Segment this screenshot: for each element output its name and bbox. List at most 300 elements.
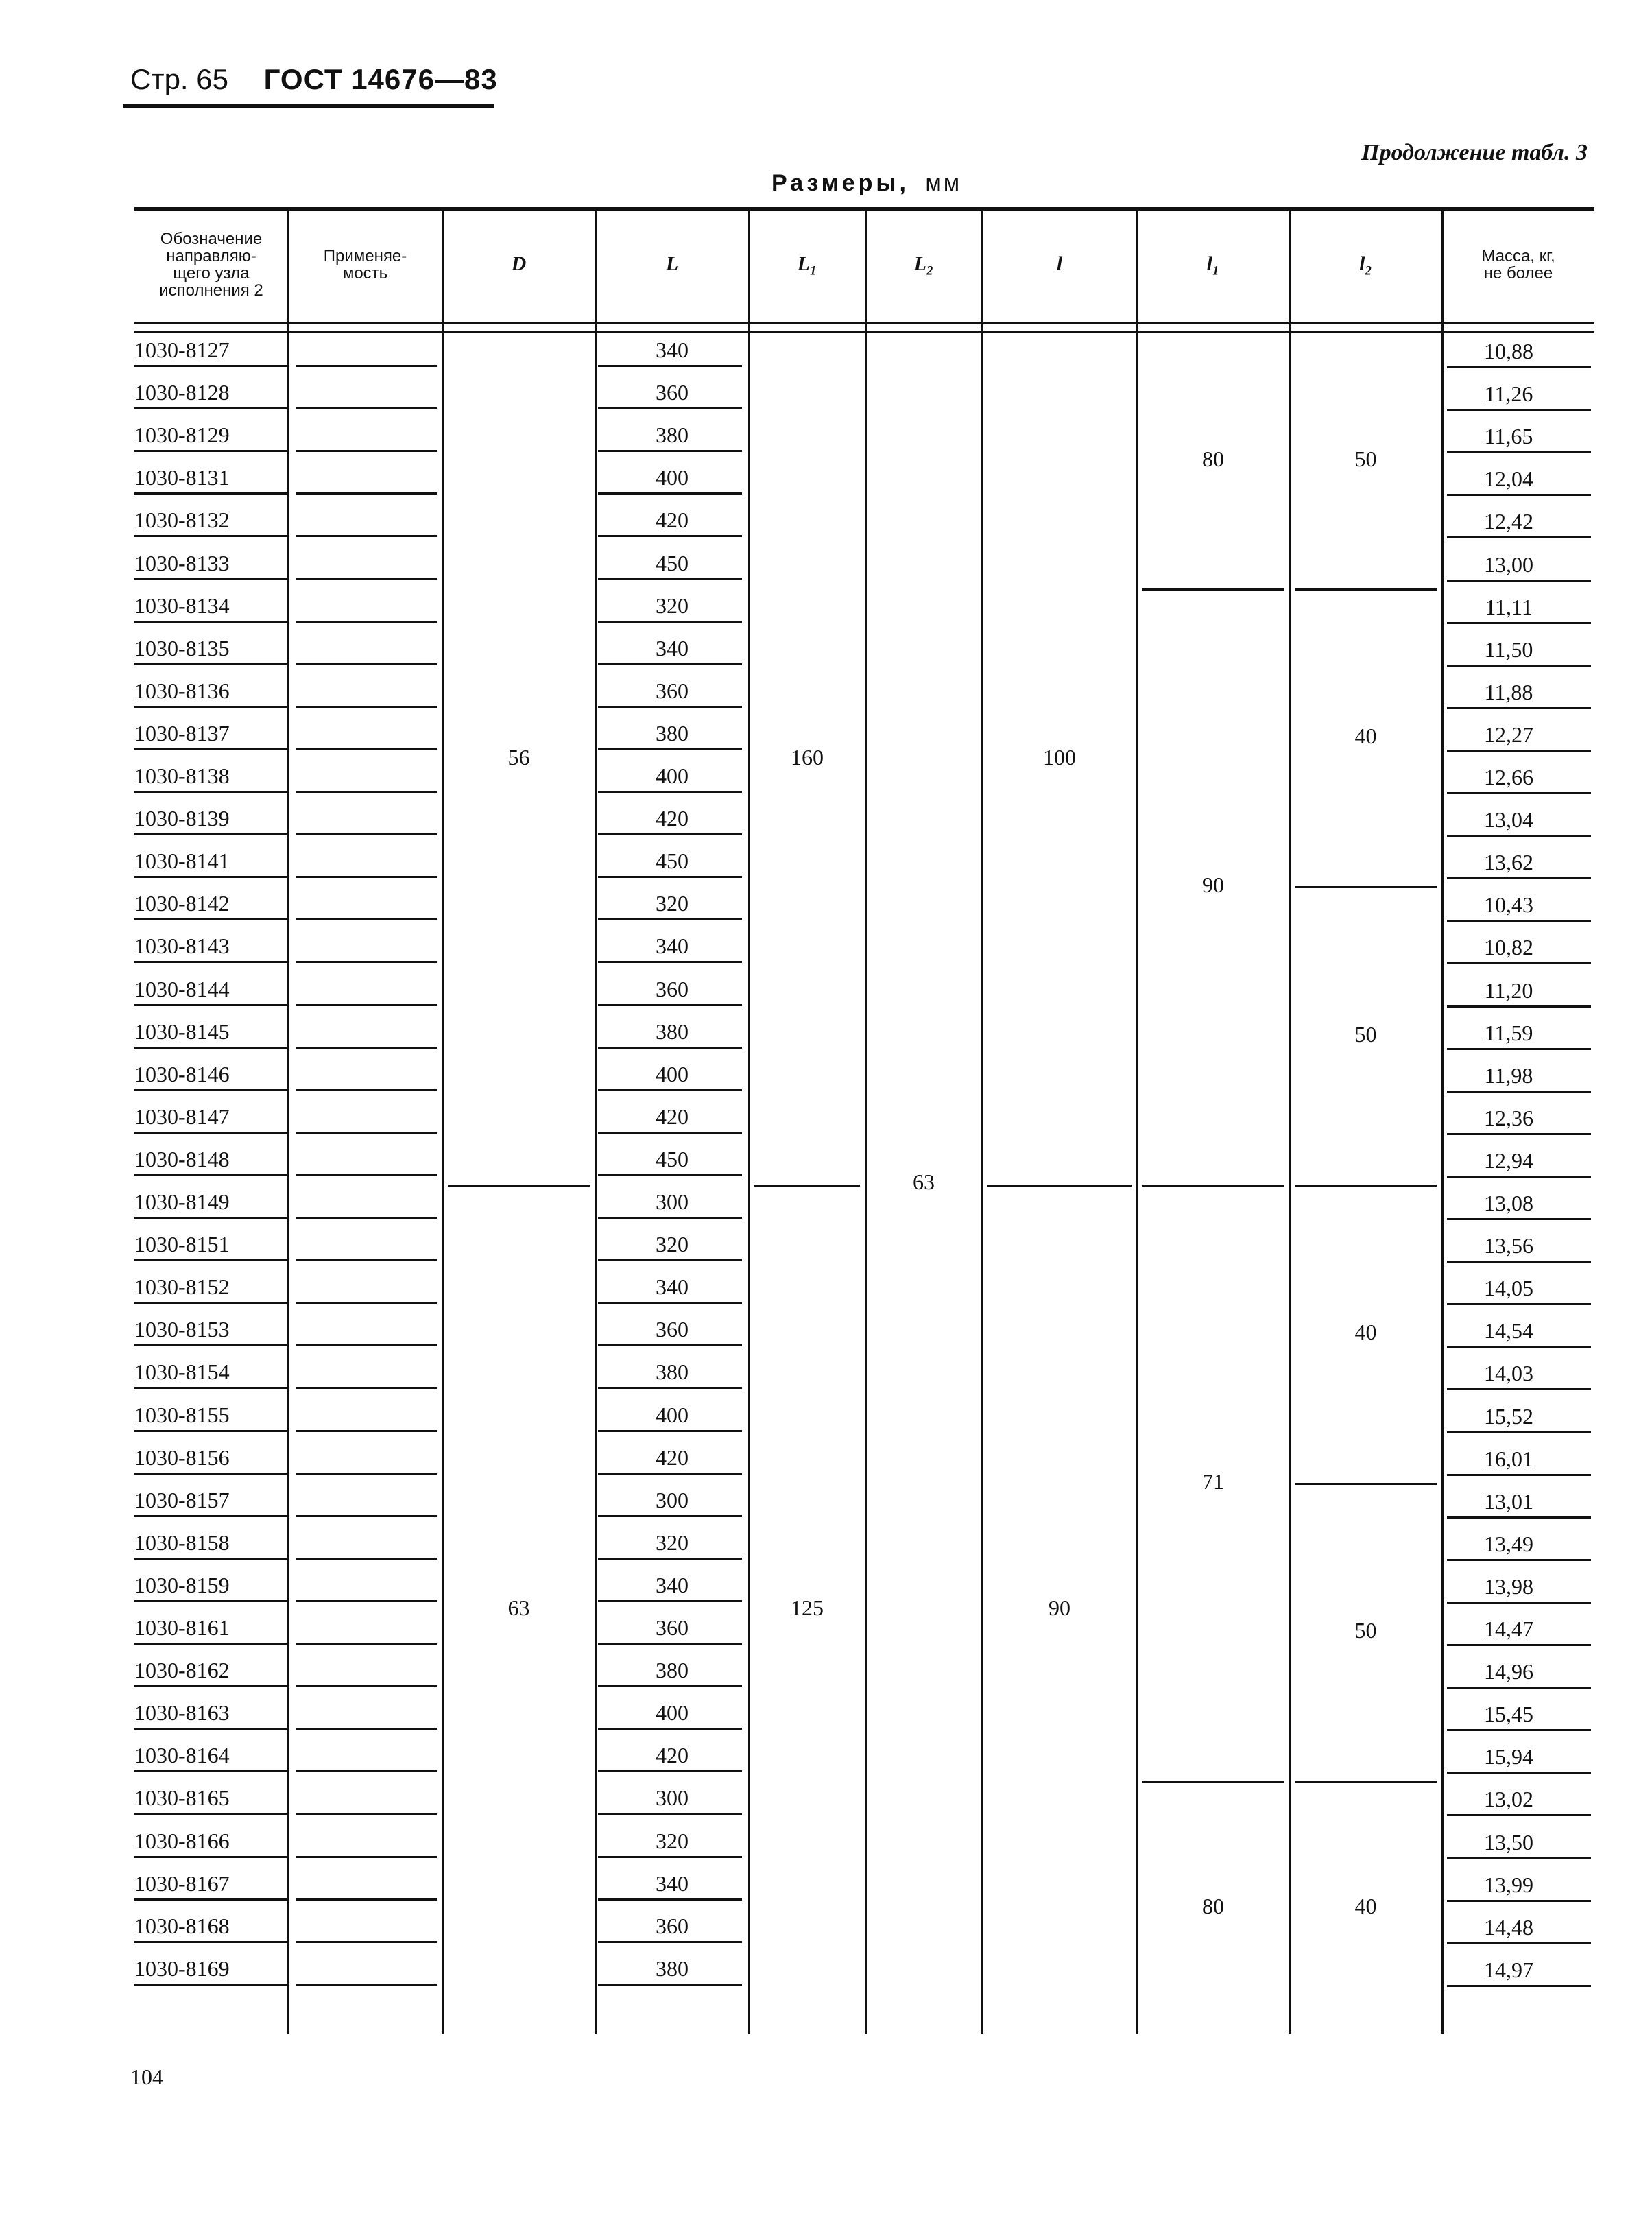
row-designation: 1030-8138 [134,763,230,788]
row-mass: 14,05 [1484,1276,1533,1301]
row-length: 380 [656,1955,689,1981]
row-rule [296,535,437,537]
row-rule [598,578,742,580]
row-designation: 1030-8157 [134,1487,230,1512]
page-number: 104 [130,2064,163,2089]
row-rule [1447,580,1591,582]
standard-number: ГОСТ 14676—83 [263,63,498,95]
row-mass: 16,01 [1484,1446,1533,1471]
row-mass: 11,88 [1484,679,1533,704]
row-rule [598,1004,742,1006]
row-mass: 14,48 [1484,1914,1533,1940]
row-rule [1447,1814,1591,1816]
row-designation: 1030-8145 [134,1019,230,1044]
row-designation: 1030-8131 [134,465,230,490]
row-rule [134,1430,288,1432]
row-rule [598,663,742,665]
row-length: 320 [656,1529,689,1555]
header-l: l [1056,252,1063,275]
row-rule [1447,1005,1591,1008]
row-rule [134,621,288,623]
row-rule [1447,1346,1591,1348]
row-length: 380 [656,720,689,746]
column-divider [865,207,867,2034]
row-length: 420 [656,508,689,533]
row-rule [1447,1985,1591,1987]
row-rule [296,876,437,878]
merged-d: 63 [507,1595,530,1620]
row-rule [134,961,288,963]
row-rule [598,492,742,495]
row-designation: 1030-8153 [134,1317,230,1342]
row-mass: 11,20 [1484,977,1533,1003]
row-mass: 14,03 [1484,1361,1533,1386]
row-rule [598,1685,742,1687]
row-mass: 11,59 [1484,1020,1533,1045]
row-rule [598,1856,742,1858]
row-designation: 1030-8159 [134,1572,230,1597]
row-rule [296,1728,437,1730]
row-length: 360 [656,976,689,1001]
row-rule [1447,1048,1591,1050]
row-designation: 1030-8158 [134,1529,230,1555]
group-rule [1142,588,1284,591]
row-mass: 13,56 [1484,1233,1533,1259]
row-rule [134,1132,288,1134]
row-rule [296,1132,437,1134]
row-rule [598,1430,742,1432]
row-rule [134,1643,288,1645]
row-mass: 10,88 [1484,339,1533,364]
group-rule [1295,588,1437,591]
row-mass: 10,43 [1484,892,1533,918]
row-rule [598,365,742,367]
row-length: 400 [656,465,689,490]
row-rule [296,1770,437,1772]
row-rule [1447,1687,1591,1689]
row-designation: 1030-8155 [134,1402,230,1427]
row-rule [598,1813,742,1815]
row-length: 400 [656,763,689,788]
row-rule [598,535,742,537]
row-rule [1447,494,1591,496]
row-designation: 1030-8152 [134,1274,230,1300]
row-length: 360 [656,380,689,405]
row-rule [134,1685,288,1687]
row-rule [296,365,437,367]
row-mass: 11,26 [1484,381,1533,407]
row-designation: 1030-8129 [134,422,230,448]
group-rule [1295,1185,1437,1187]
row-rule [134,1898,288,1901]
row-rule [598,450,742,452]
row-length: 420 [656,1444,689,1470]
row-mass: 12,42 [1484,509,1533,534]
row-designation: 1030-8165 [134,1785,230,1811]
row-rule [296,1430,437,1432]
row-rule [1447,1559,1591,1561]
row-rule [134,1770,288,1772]
row-rule [598,1089,742,1091]
row-length: 450 [656,848,689,874]
row-rule [1447,920,1591,922]
row-rule [598,1132,742,1134]
row-rule [134,1004,288,1006]
row-length: 300 [656,1189,689,1214]
row-rule [598,748,742,750]
row-length: 400 [656,1402,689,1427]
row-rule [296,663,437,665]
row-mass: 11,98 [1484,1062,1533,1088]
row-rule [598,833,742,835]
row-rule [1447,451,1591,453]
row-rule [296,918,437,920]
row-rule [598,1643,742,1645]
row-rule [1447,1729,1591,1731]
column-divider [981,207,983,2034]
row-mass: 12,27 [1484,722,1533,747]
row-rule [598,918,742,920]
row-mass: 14,97 [1484,1957,1533,1982]
header-designation: направляю- [166,247,256,265]
row-designation: 1030-8136 [134,678,230,703]
row-designation: 1030-8143 [134,933,230,959]
row-rule [296,1856,437,1858]
merged-l2: 40 [1354,1893,1377,1918]
row-rule [134,1387,288,1389]
group-rule [1295,886,1437,888]
row-mass: 13,04 [1484,807,1533,833]
row-rule [598,1259,742,1261]
row-designation: 1030-8147 [134,1104,230,1129]
row-rule [598,1984,742,1986]
row-rule [134,1941,288,1943]
row-length: 380 [656,1658,689,1683]
row-rule [134,833,288,835]
row-rule [296,1387,437,1389]
row-mass: 11,65 [1484,424,1533,449]
row-rule [598,621,742,623]
row-length: 400 [656,1061,689,1086]
header-applicability: Применяе- [323,247,407,265]
row-rule [134,1089,288,1091]
row-rule [598,1558,742,1560]
row-length: 450 [656,1146,689,1171]
row-rule [296,961,437,963]
row-rule [296,1047,437,1049]
row-mass: 14,54 [1484,1318,1533,1344]
merged-d: 56 [507,744,530,770]
row-length: 420 [656,1743,689,1768]
merged-l1: 90 [1202,872,1224,898]
column-divider [442,207,444,2034]
header-designation: исполнения 2 [159,281,263,300]
row-mass: 12,04 [1484,466,1533,492]
row-mass: 13,08 [1484,1191,1533,1215]
row-rule [1447,1091,1591,1093]
row-designation: 1030-8135 [134,635,230,660]
merged-l1: 125 [791,1595,824,1620]
row-rule [1447,1644,1591,1646]
row-rule [1447,1772,1591,1774]
row-rule [296,1984,437,1986]
merged-l1: 71 [1202,1468,1224,1494]
header-d: D [511,252,527,275]
row-length: 380 [656,1359,689,1385]
row-mass: 13,50 [1484,1829,1533,1855]
row-length: 450 [656,550,689,575]
row-mass: 13,02 [1484,1787,1533,1812]
column-divider [1441,207,1444,2034]
row-length: 380 [656,422,689,448]
row-mass: 11,11 [1485,594,1533,619]
row-rule [134,1302,288,1304]
row-length: 360 [656,1615,689,1640]
header-designation: щего узла [173,264,250,283]
row-rule [1447,962,1591,964]
row-rule [598,1728,742,1730]
row-mass: 13,62 [1484,850,1533,875]
row-rule [1447,1133,1591,1135]
row-designation: 1030-8163 [134,1700,230,1726]
row-length: 320 [656,891,689,916]
row-length: 340 [656,1274,689,1300]
row-length: 360 [656,678,689,703]
merged-l1: 80 [1202,1893,1224,1918]
row-designation: 1030-8154 [134,1359,230,1385]
row-rule [296,1174,437,1176]
row-rule [598,1473,742,1475]
header-designation: Обозначение [160,230,263,248]
row-rule [296,833,437,835]
row-rule [1447,1176,1591,1178]
row-designation: 1030-8167 [134,1870,230,1896]
row-rule [598,1047,742,1049]
row-rule [296,706,437,708]
row-rule [134,450,288,452]
row-designation: 1030-8166 [134,1828,230,1853]
row-designation: 1030-8169 [134,1955,230,1981]
row-rule [134,1174,288,1176]
row-rule [134,1217,288,1219]
row-mass: 13,99 [1484,1872,1533,1897]
row-length: 320 [656,1828,689,1853]
row-rule [134,1600,288,1602]
row-designation: 1030-8133 [134,550,230,575]
row-rule [134,578,288,580]
row-mass: 15,94 [1484,1744,1533,1770]
merged-l2: 40 [1354,1320,1377,1345]
row-designation: 1030-8161 [134,1615,230,1640]
row-rule [1447,792,1591,794]
column-divider [1289,207,1291,2034]
merged-l1: 160 [791,744,824,770]
row-mass: 12,36 [1484,1105,1533,1130]
row-rule [134,1047,288,1049]
row-rule [296,621,437,623]
row-rule [296,1217,437,1219]
column-divider [1136,207,1138,2034]
row-rule [296,1813,437,1815]
row-length: 400 [656,1700,689,1726]
merged-l: 100 [1043,744,1076,770]
row-rule [134,535,288,537]
merged-l1: 80 [1202,447,1224,472]
row-rule [134,407,288,409]
row-rule [134,1259,288,1261]
row-designation: 1030-8148 [134,1146,230,1171]
group-rule [1142,1781,1284,1783]
row-mass: 12,66 [1484,765,1533,789]
row-mass: 13,00 [1484,551,1533,577]
row-length: 340 [656,635,689,660]
header-l: L [665,252,679,275]
row-rule [1447,1900,1591,1902]
row-rule [598,407,742,409]
row-rule [134,918,288,920]
header-mass: не более [1483,264,1553,283]
row-rule [134,1984,288,1986]
row-mass: 13,49 [1484,1531,1533,1556]
row-rule [1447,622,1591,624]
merged-l2: 50 [1354,1618,1377,1643]
row-rule [598,1344,742,1346]
row-mass: 13,01 [1484,1488,1533,1514]
column-divider [287,207,289,2034]
row-rule [598,1302,742,1304]
row-length: 320 [656,593,689,618]
row-rule [598,706,742,708]
row-rule [598,1941,742,1943]
row-rule [1447,1303,1591,1305]
merged-l2: 63 [913,1169,935,1194]
header-l1: L₁ [797,252,817,275]
row-rule [134,1856,288,1858]
row-rule [1447,707,1591,709]
row-rule [134,1728,288,1730]
row-rule [1447,1602,1591,1604]
row-length: 300 [656,1785,689,1811]
row-rule [134,748,288,750]
row-rule [134,492,288,495]
row-rule [134,706,288,708]
group-rule [754,1185,860,1187]
merged-l2: 40 [1354,723,1377,748]
dimensions-label: Размеры, [771,170,909,196]
row-length: 380 [656,1019,689,1044]
row-rule [598,961,742,963]
row-rule [1447,1857,1591,1859]
row-rule [1447,1474,1591,1476]
row-designation: 1030-8151 [134,1232,230,1257]
row-designation: 1030-8141 [134,848,230,874]
row-rule [598,876,742,878]
row-designation: 1030-8168 [134,1913,230,1938]
row-rule [1447,536,1591,538]
row-rule [1447,1942,1591,1944]
row-rule [598,1515,742,1517]
header-l2: l₂ [1359,252,1372,275]
row-length: 320 [656,1232,689,1257]
row-designation: 1030-8128 [134,380,230,405]
row-designation: 1030-8134 [134,593,230,618]
row-designation: 1030-8146 [134,1061,230,1086]
row-mass: 10,82 [1484,935,1533,960]
row-rule [296,407,437,409]
row-rule [296,1515,437,1517]
row-rule [296,1259,437,1261]
merged-l2: 50 [1354,447,1377,472]
row-rule [1447,409,1591,411]
row-designation: 1030-8139 [134,806,230,831]
row-rule [134,791,288,793]
row-length: 360 [656,1317,689,1342]
row-length: 340 [656,1870,689,1896]
row-mass: 14,96 [1484,1659,1533,1685]
header-l2: L₂ [913,252,934,275]
row-length: 360 [656,1913,689,1938]
row-designation: 1030-8156 [134,1444,230,1470]
row-rule [1447,877,1591,879]
row-rule [134,1344,288,1346]
row-designation: 1030-8144 [134,976,230,1001]
row-rule [1447,665,1591,667]
merged-l: 90 [1049,1595,1070,1620]
row-length: 340 [656,933,689,959]
row-length: 420 [656,806,689,831]
row-rule [296,578,437,580]
row-rule [296,1344,437,1346]
row-designation: 1030-8142 [134,891,230,916]
row-rule [134,876,288,878]
row-rule [134,1558,288,1560]
row-rule [1447,750,1591,752]
group-rule [1295,1483,1437,1485]
row-rule [598,791,742,793]
row-rule [296,1685,437,1687]
row-rule [296,791,437,793]
merged-l2: 50 [1354,1021,1377,1047]
dimensions-unit: мм [925,170,962,196]
row-designation: 1030-8164 [134,1743,230,1768]
group-rule [1295,1781,1437,1783]
row-mass: 15,52 [1484,1403,1533,1429]
row-rule [1447,1218,1591,1220]
row-designation: 1030-8127 [134,337,230,362]
row-rule [598,1600,742,1602]
row-length: 300 [656,1487,689,1512]
row-rule [1447,835,1591,837]
row-rule [296,1898,437,1901]
row-rule [296,1941,437,1943]
row-rule [598,1174,742,1176]
row-rule [296,1600,437,1602]
row-rule [296,1473,437,1475]
row-rule [134,663,288,665]
row-rule [1447,1431,1591,1433]
row-length: 340 [656,337,689,362]
column-divider [748,207,750,2034]
row-rule [1447,366,1591,368]
column-divider [595,207,597,2034]
header-mass: Масса, кг, [1481,247,1555,265]
row-rule [296,1643,437,1645]
row-rule [598,1387,742,1389]
row-mass: 15,45 [1484,1702,1533,1727]
page-label: Стр. 65 [130,63,228,95]
row-designation: 1030-8137 [134,720,230,746]
row-rule [296,1302,437,1304]
